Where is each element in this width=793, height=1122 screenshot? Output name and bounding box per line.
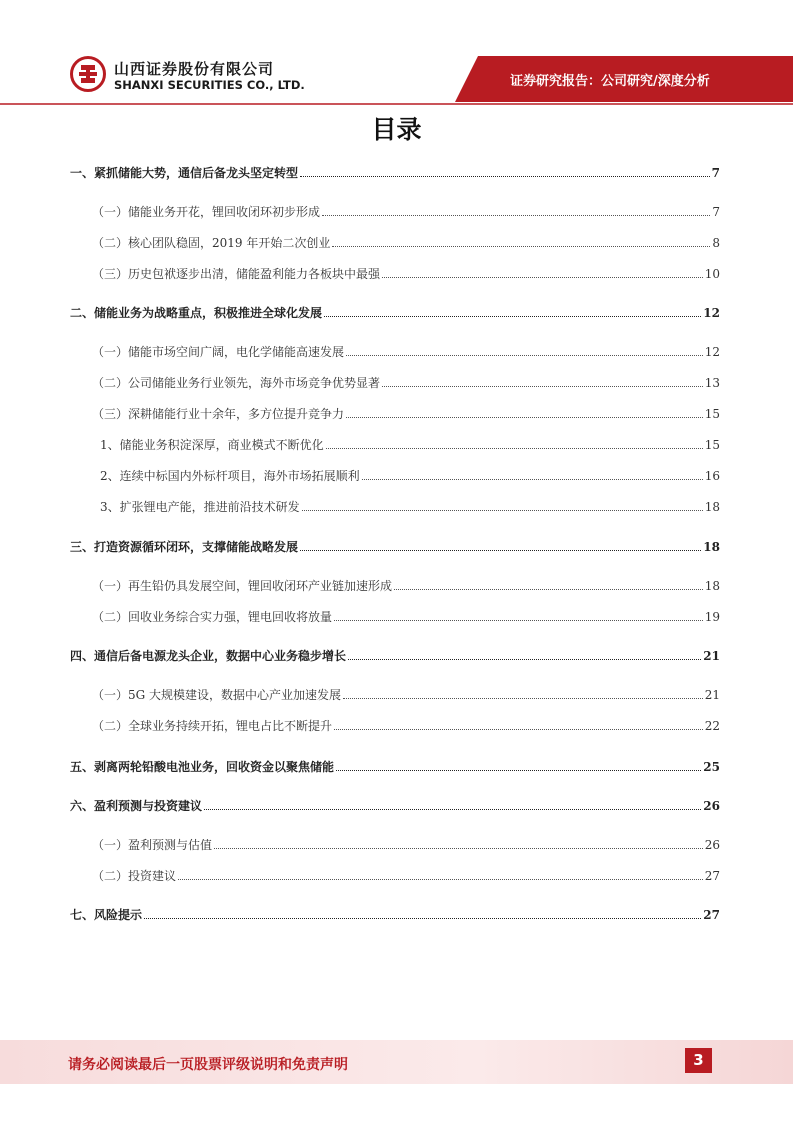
page-header (0, 0, 793, 110)
toc-item[interactable]: 3、扩张锂电产能，推进前沿技术研发 18 (100, 500, 720, 514)
toc-item[interactable]: 五、剥离两轮铅酸电池业务，回收资金以聚焦储能 25 (70, 760, 720, 774)
toc-item[interactable]: （三）深耕储能行业十余年，多方位提升竞争力 15 (92, 407, 720, 421)
toc-item[interactable]: （一）储能市场空间广阔，电化学储能高速发展 12 (92, 345, 720, 359)
toc-item[interactable]: （一）5G 大规模建设，数据中心产业加速发展 21 (92, 688, 720, 702)
toc-item[interactable]: （三）历史包袱逐步出清，储能盈利能力各板块中最强 10 (92, 267, 720, 281)
toc-item[interactable]: （一）储能业务开花，锂回收闭环初步形成 7 (92, 205, 720, 219)
toc-item[interactable]: 二、储能业务为战略重点，积极推进全球化发展 12 (70, 306, 720, 320)
toc-item[interactable]: （一）再生铅仍具发展空间，锂回收闭环产业链加速形成 18 (92, 579, 720, 593)
toc-item[interactable]: 七、风险提示 27 (70, 908, 720, 922)
toc-item[interactable]: （一）盈利预测与估值 26 (92, 838, 720, 852)
report-type-label: 证券研究报告：公司研究/深度分析 (510, 74, 710, 89)
toc-item[interactable]: （二）投资建议 27 (92, 869, 720, 883)
disclaimer-notice: 请务必阅读最后一页股票评级说明和免责声明 (68, 1057, 348, 1073)
toc-item[interactable]: （二）公司储能业务行业领先，海外市场竞争优势显著 13 (92, 376, 720, 390)
toc-item[interactable]: 1、储能业务积淀深厚，商业模式不断优化 15 (100, 438, 720, 452)
company-name-en: SHANXI SECURITIES CO., LTD. (114, 78, 305, 92)
toc-item[interactable]: 一、紧抓储能大势，通信后备龙头坚定转型 7 (70, 166, 720, 180)
page-title: 目录 (371, 115, 422, 144)
header-banner (0, 0, 793, 110)
toc-item[interactable]: （二）回收业务综合实力强，锂电回收将放量 19 (92, 610, 720, 624)
toc-item[interactable]: （二）全球业务持续开拓，锂电占比不断提升 22 (92, 719, 720, 733)
company-name-cn: 山西证券股份有限公司 (114, 60, 275, 78)
page-number: 3 (685, 1048, 712, 1073)
toc-item[interactable]: 六、盈利预测与投资建议 26 (70, 799, 720, 813)
toc-item[interactable]: 四、通信后备电源龙头企业，数据中心业务稳步增长 21 (70, 649, 720, 663)
toc-item[interactable]: （二）核心团队稳固，2019 年开始二次创业 8 (92, 236, 720, 250)
toc-item[interactable]: 2、连续中标国内外标杆项目，海外市场拓展顺利 16 (100, 469, 720, 483)
toc-item[interactable]: 三、打造资源循环闭环，支撑储能战略发展 18 (70, 540, 720, 554)
